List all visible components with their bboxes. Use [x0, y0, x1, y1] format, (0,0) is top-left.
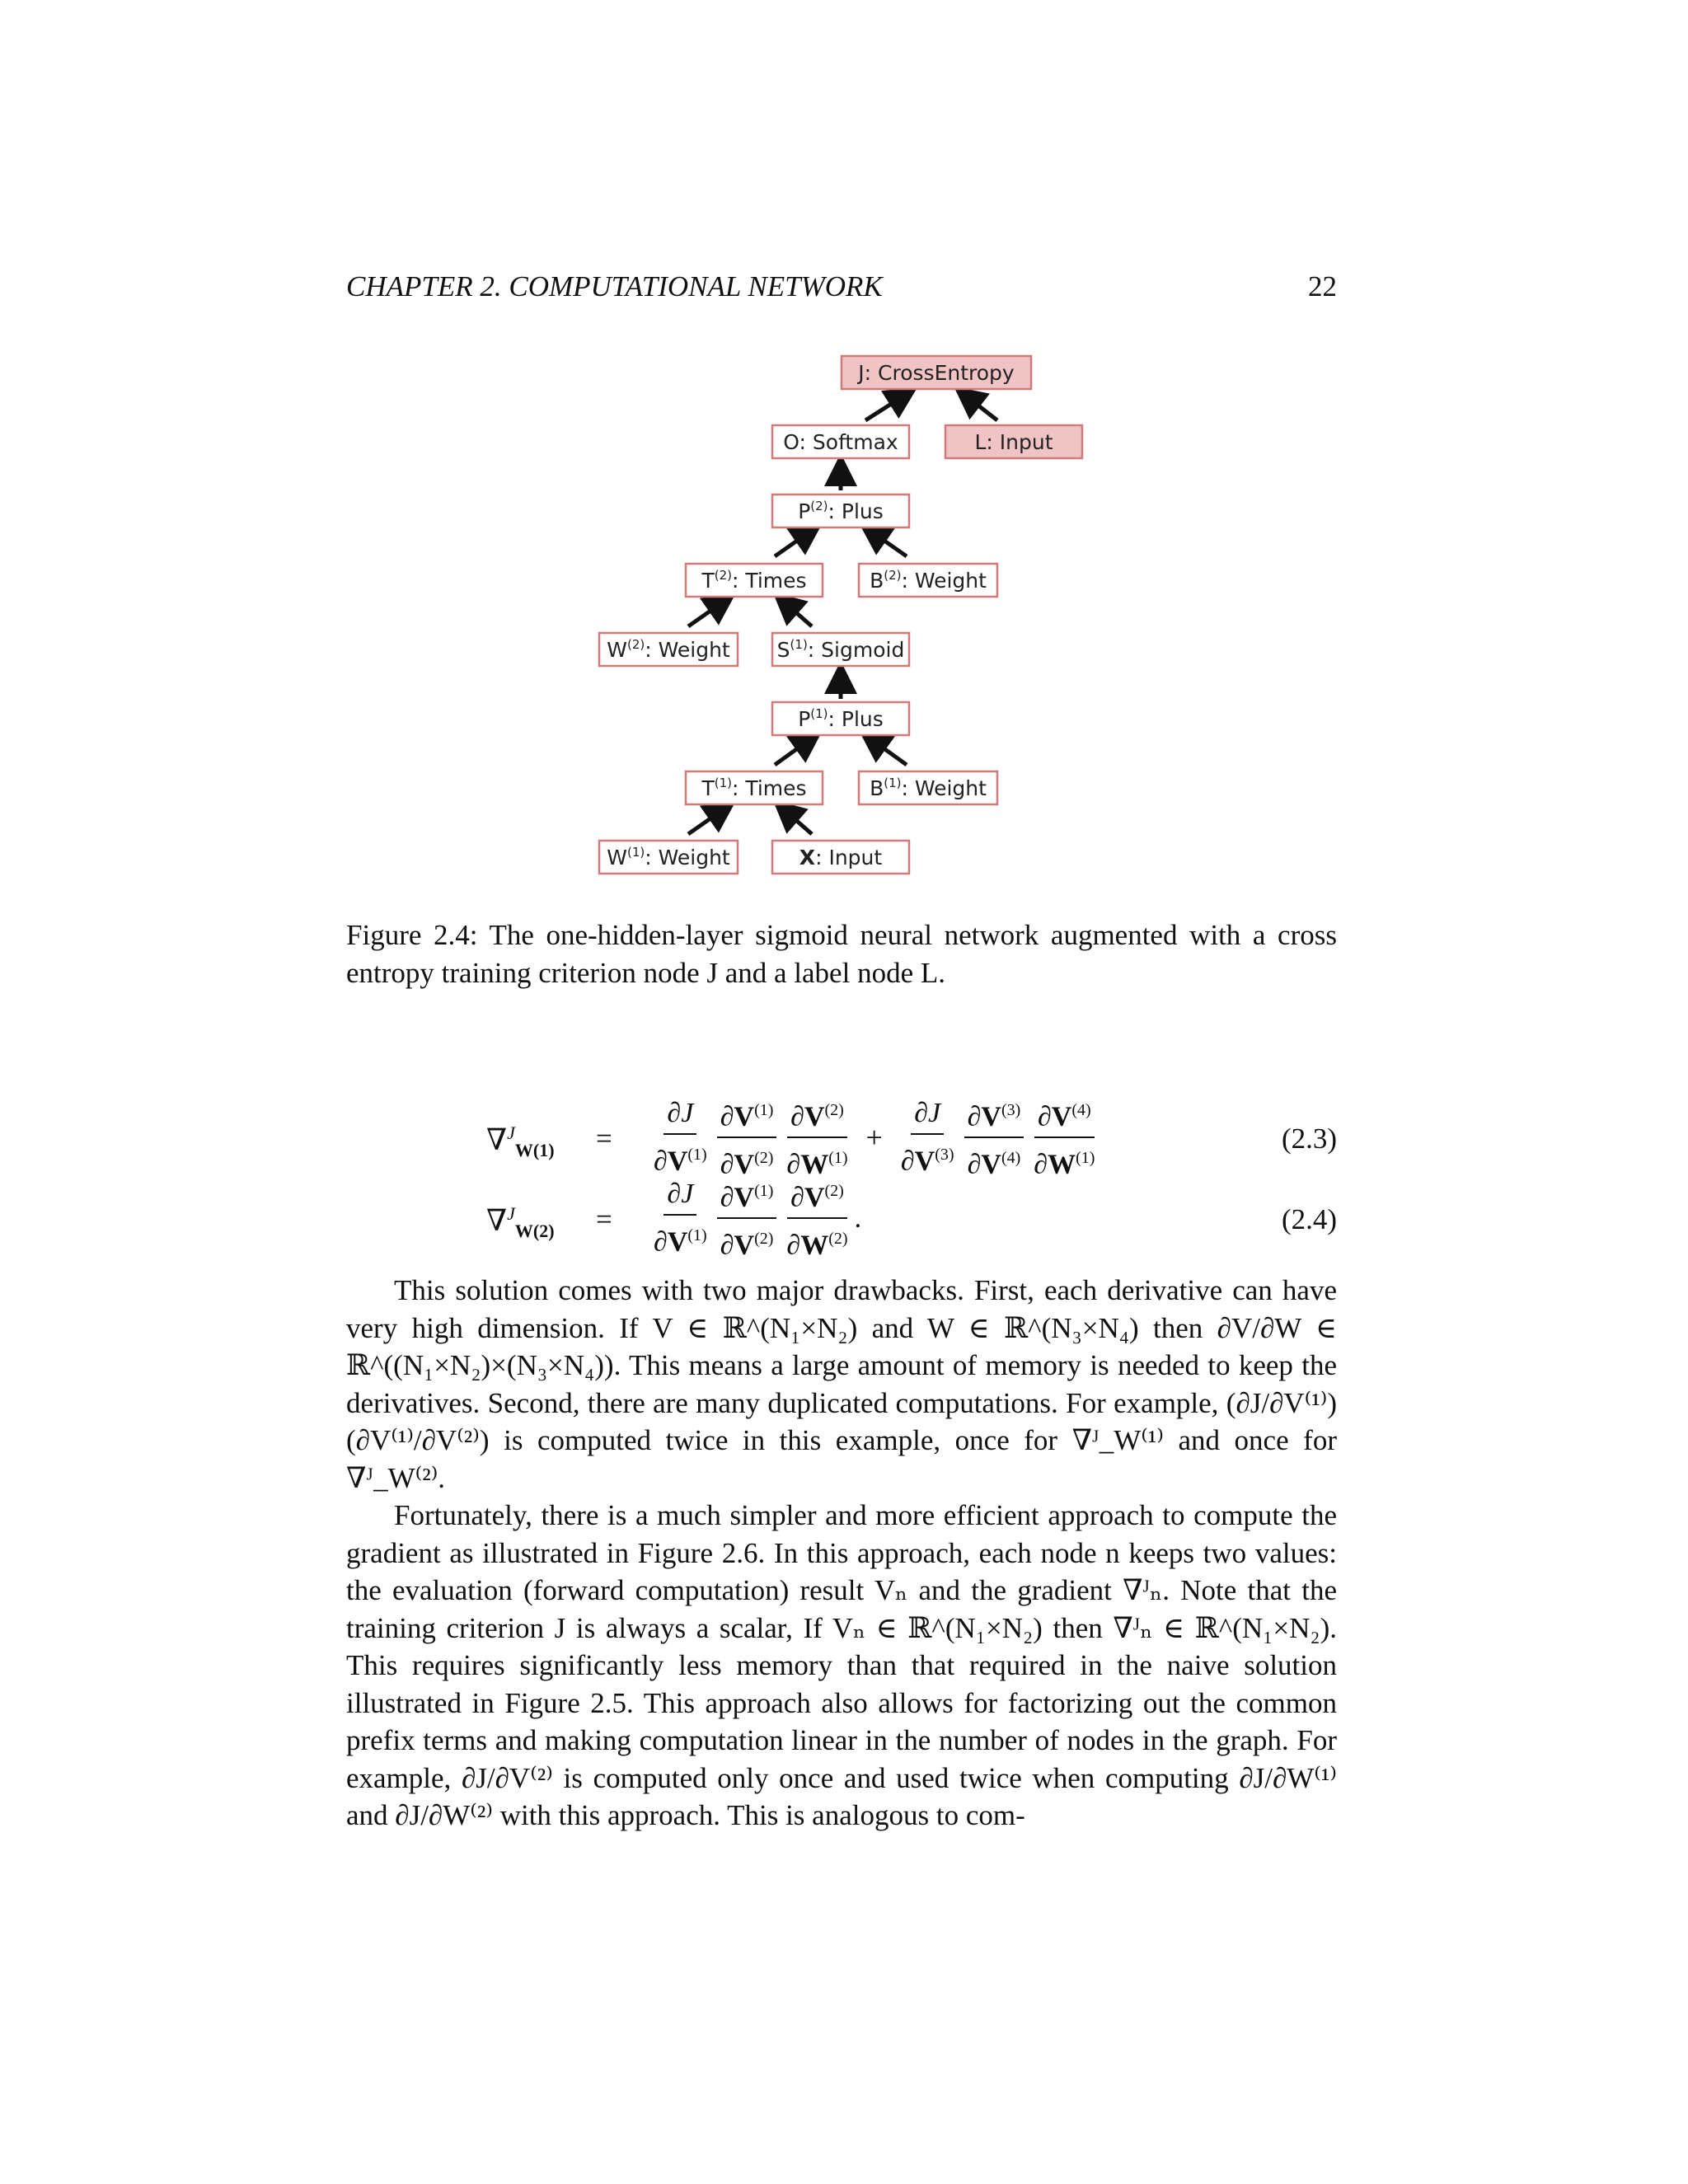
- chapter-title: CHAPTER 2. COMPUTATIONAL NETWORK: [346, 270, 883, 302]
- svg-text:W(2): Weight: $W^{(2)}$: Weight: [607, 637, 730, 662]
- edge-x-t1: [779, 805, 812, 834]
- node-t2-times: [686, 564, 823, 597]
- svg-text:T(1): Times: $T^{(1)}$: Times: [701, 776, 807, 800]
- network-diagram: [577, 346, 1104, 890]
- svg-text:W(1): Weight: $W^{(1)}$: Weight: [607, 845, 730, 869]
- edge-l-j: [960, 391, 997, 420]
- svg-text:S(1): Sigmoid: $S^{(1)}$: Sigmoid: [776, 637, 905, 662]
- node-w2-weight: [599, 633, 738, 666]
- node-p2-plus: [772, 494, 909, 527]
- body-text: [346, 1272, 1337, 1835]
- svg-text:J: CrossEntropy: J: CrossEntropy: [858, 361, 1015, 385]
- paragraph-efficient-approach: Fortunately, there is a much simpler and more efficient approach to compute the gradient as illustrated in Figure 2.6. In this approach, each node n keeps two values: the evaluation (forward computation) result Vₙ and the gradient ∇ᴶₙ. Note that the training criterion J is always a scalar, If Vₙ ∈ ℝ^(N₁×N₂) then ∇ᴶₙ ∈ ℝ^(N₁×N₂). This requires significantly less memory than that required in the naive solution illustrated in Figure 2.5. This approach also allows for factorizing out the common prefix terms and making computation linear in the number of nodes in the graph. For example, ∂J/∂V⁽²⁾ is computed only once and used twice when computing ∂J/∂W⁽¹⁾ and ∂J/∂W⁽²⁾ with this approach. This is analogous to com-: [346, 1499, 1337, 1831]
- edge-o-j: [865, 391, 911, 420]
- equation-number: (2.3): [1281, 1122, 1337, 1155]
- edge-b1-p1: [865, 735, 907, 765]
- equation-number: (2.4): [1281, 1203, 1337, 1235]
- node-x-input: [772, 841, 909, 874]
- page-number: 22: [1308, 270, 1337, 302]
- svg-text:X: Input: X: Input: [799, 846, 883, 869]
- equation-lhs: ∇$^J_{W(1)}$: [486, 1122, 555, 1160]
- node-w1-weight: [599, 841, 738, 874]
- equation-2-3: ∇$^J_{W(1)}$ = $\frac{\partial J}{\partial V^{(1)}}$ $\frac{\partial V^{(1)}}{\partial V^{(2)}}$ $\frac{\partial V^{(2)}}{\partial W^{(1)}}$ + $\frac{\partial J}{\partial V^{(3)}}$ $\frac{\partial V^{(3)}}{\partial V^{(4)}}$ $\frac{\partial V^{(4)}}{\partial W^{(1)}}$ (2.3): [346, 1096, 1337, 1179]
- equation-lhs: ∇$^J_{W(2)}$: [486, 1203, 555, 1241]
- node-t1-times: [686, 771, 823, 804]
- node-j-crossentropy: [842, 356, 1031, 389]
- svg-text:P(1): Plus: $P^{(1)}$: Plus: [798, 706, 884, 731]
- svg-text:O: Softmax: O: Softmax: [783, 430, 898, 454]
- edge-s1-t2: [779, 598, 812, 626]
- paragraph-drawbacks: This solution comes with two major drawbacks. First, each derivative can have very high dimension. If V ∈ ℝ^(N₁×N₂) and W ∈ ℝ^(N₃×N₄) then ∂V/∂W ∈ ℝ^((N₁×N₂)×(N₃×N₄)). This means a large amount of memory is needed to keep the derivatives. Second, there are many duplicated computations. For example, (∂J/∂V⁽¹⁾)(∂V⁽¹⁾/∂V⁽²⁾) is computed twice in this example, once for ∇ᴶ_W⁽¹⁾ and once for ∇ᴶ_W⁽²⁾.: [346, 1274, 1337, 1494]
- node-b1-weight: [859, 771, 997, 804]
- svg-text:T(2): Times: $T^{(2)}$: Times: [701, 568, 807, 593]
- equation-2-4: ∇$^J_{W(2)}$ = $\frac{\partial J}{\partial V^{(1)}}$ $\frac{\partial V^{(1)}}{\partial V^{(2)}}$ $\frac{\partial V^{(2)}}{\partial W^{(2)}}$ . (2.4): [346, 1177, 1337, 1259]
- edge-t1-p1: [775, 735, 816, 765]
- edge-w1-t1: [688, 805, 729, 834]
- equation-rhs: $\frac{\partial J}{\partial V^{(1)}}$ $\frac{\partial V^{(1)}}{\partial V^{(2)}}$ $\frac{\partial V^{(2)}}{\partial W^{(2)}}$ .: [647, 1177, 861, 1259]
- svg-text:L: Input: L: Input: [974, 430, 1053, 454]
- node-s1-sigmoid: [772, 633, 909, 666]
- svg-text:B(2): Weight: $B^{(2)}$: Weight: [870, 568, 987, 593]
- node-p1-plus: [772, 702, 909, 735]
- figure-caption: Figure 2.4: The one-hidden-layer sigmoid neural network augmented with a cross entropy training criterion node J and a label node L.: [346, 919, 1337, 989]
- page-header: [346, 270, 1337, 303]
- edge-b2-p2: [865, 527, 907, 556]
- node-o-softmax: [772, 425, 909, 458]
- svg-text:B(1): Weight: $B^{(1)}$: Weight: [870, 776, 987, 800]
- equation-rhs: $\frac{\partial J}{\partial V^{(1)}}$ $\frac{\partial V^{(1)}}{\partial V^{(2)}}$ $\frac{\partial V^{(2)}}{\partial W^{(1)}}$ + $\frac{\partial J}{\partial V^{(3)}}$ $\frac{\partial V^{(3)}}{\partial V^{(4)}}$ $\frac{\partial V^{(4)}}{\partial W^{(1)}}$: [647, 1096, 1101, 1179]
- node-b2-weight: [859, 564, 997, 597]
- edge-t2-p2: [775, 527, 816, 556]
- edge-w2-t2: [688, 598, 729, 626]
- svg-text:P(2): Plus: $P^{(2)}$: Plus: [798, 499, 884, 523]
- node-l-input: [945, 425, 1082, 458]
